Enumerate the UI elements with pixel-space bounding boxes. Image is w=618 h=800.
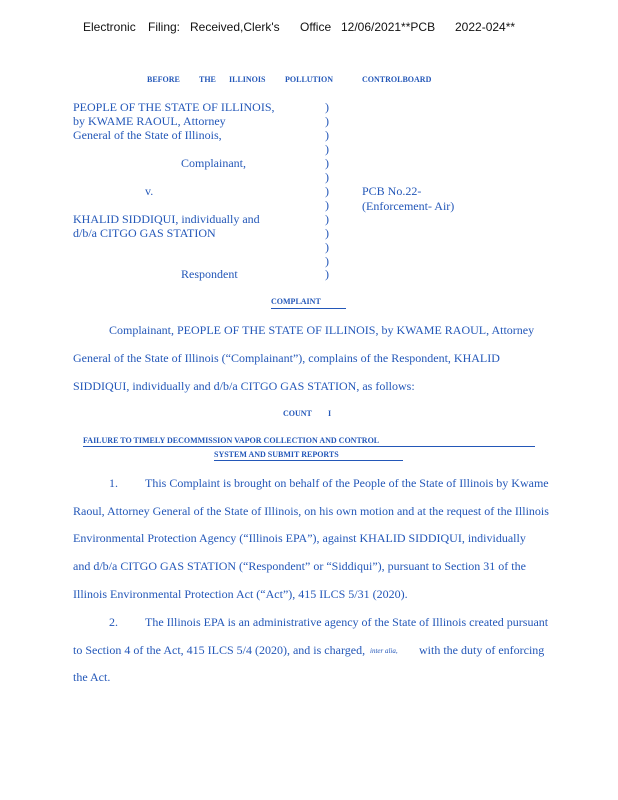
count-title-line-2: SYSTEM AND SUBMIT REPORTS (214, 450, 339, 459)
paragraph-line: Raoul, Attorney General of the State of Illinois, on his own motion and at the request of the Illinois (73, 504, 549, 518)
count-label: COUNT (283, 409, 312, 418)
complainant-label: Complainant, (181, 156, 246, 170)
count-title-underline-1 (83, 446, 535, 447)
paragraph-line: This Complaint is brought on behalf of the People of the State of Illinois by Kwame (145, 476, 549, 490)
defendant-line-1: KHALID SIDDIQUI, individually and (73, 212, 260, 226)
paragraph-line: and d/b/a CITGO GAS STATION (“Respondent” or “Siddiqui”), pursuant to Section 31 of the (73, 559, 526, 573)
case-number: PCB No.22- (362, 184, 422, 198)
header-filing: Filing: (148, 20, 181, 34)
count-number: I (328, 409, 332, 418)
paragraph-line: The Illinois EPA is an administrative agency of the State of Illinois created pursuant (145, 615, 549, 629)
versus-label: v. (145, 184, 154, 198)
count-title-underline-2 (214, 460, 403, 461)
paragraph-line: Illinois Environmental Protection Act (“Act”), 415 ILCS 5/31 (2020). (73, 587, 408, 601)
intro-line-1: Complainant, PEOPLE OF THE STATE OF ILLINOIS, by KWAME RAOUL, Attorney (109, 323, 535, 337)
caption-paren: ) (325, 184, 329, 198)
caption-paren: ) (325, 254, 329, 268)
board-pollution: POLLUTION (285, 75, 334, 84)
caption-paren: ) (325, 226, 329, 240)
plaintiff-line-3: General of the State of Illinois, (73, 128, 222, 142)
caption-paren: ) (325, 198, 329, 212)
header-received: Received,Clerk's (190, 20, 280, 34)
complaint-heading: COMPLAINT (271, 297, 321, 306)
caption-paren: ) (325, 128, 329, 142)
count-title-line-1: FAILURE TO TIMELY DECOMMISSION VAPOR COLLECTION AND CONTROL (83, 436, 380, 445)
paragraph-number: 2. (109, 615, 118, 629)
board-illinois: ILLINOIS (229, 75, 266, 84)
plaintiff-line-2: by KWAME RAOUL, Attorney (73, 114, 226, 128)
intro-line-2: General of the State of Illinois (“Complainant”), complains of the Respondent, KHALID (73, 351, 500, 365)
case-type: (Enforcement- Air) (362, 199, 455, 213)
paragraph-line: the Act. (73, 670, 111, 684)
paragraph-number: 1. (109, 476, 118, 490)
paragraph-line: with the duty of enforcing (419, 643, 545, 657)
complaint-underline (271, 308, 346, 309)
caption-paren: ) (325, 267, 329, 281)
caption-paren: ) (325, 240, 329, 254)
caption-paren: ) (325, 114, 329, 128)
header-case-number: 2022-024** (455, 20, 516, 34)
inter-alia: inter alia, (370, 647, 398, 655)
board-before: BEFORE (147, 75, 180, 84)
board-the: THE (199, 75, 216, 84)
caption-paren: ) (325, 142, 329, 156)
board-control: CONTROLBOARD (362, 75, 432, 84)
header-electronic: Electronic (83, 20, 136, 34)
plaintiff-line-1: PEOPLE OF THE STATE OF ILLINOIS, (73, 100, 275, 114)
header-date-pcb: 12/06/2021**PCB (341, 20, 436, 34)
caption-paren: ) (325, 156, 329, 170)
defendant-line-2: d/b/a CITGO GAS STATION (73, 226, 216, 240)
caption-paren: ) (325, 170, 329, 184)
intro-line-3: SIDDIQUI, individually and d/b/a CITGO GAS STATION, as follows: (73, 379, 415, 393)
respondent-label: Respondent (181, 267, 238, 281)
caption-paren: ) (325, 212, 329, 226)
header-office: Office (300, 20, 332, 34)
caption-paren: ) (325, 100, 329, 114)
paragraph-line: Environmental Protection Agency (“Illinois EPA”), against KHALID SIDDIQUI, individually (73, 531, 526, 545)
paragraph-line: to Section 4 of the Act, 415 ILCS 5/4 (2020), and is charged, (73, 643, 366, 657)
